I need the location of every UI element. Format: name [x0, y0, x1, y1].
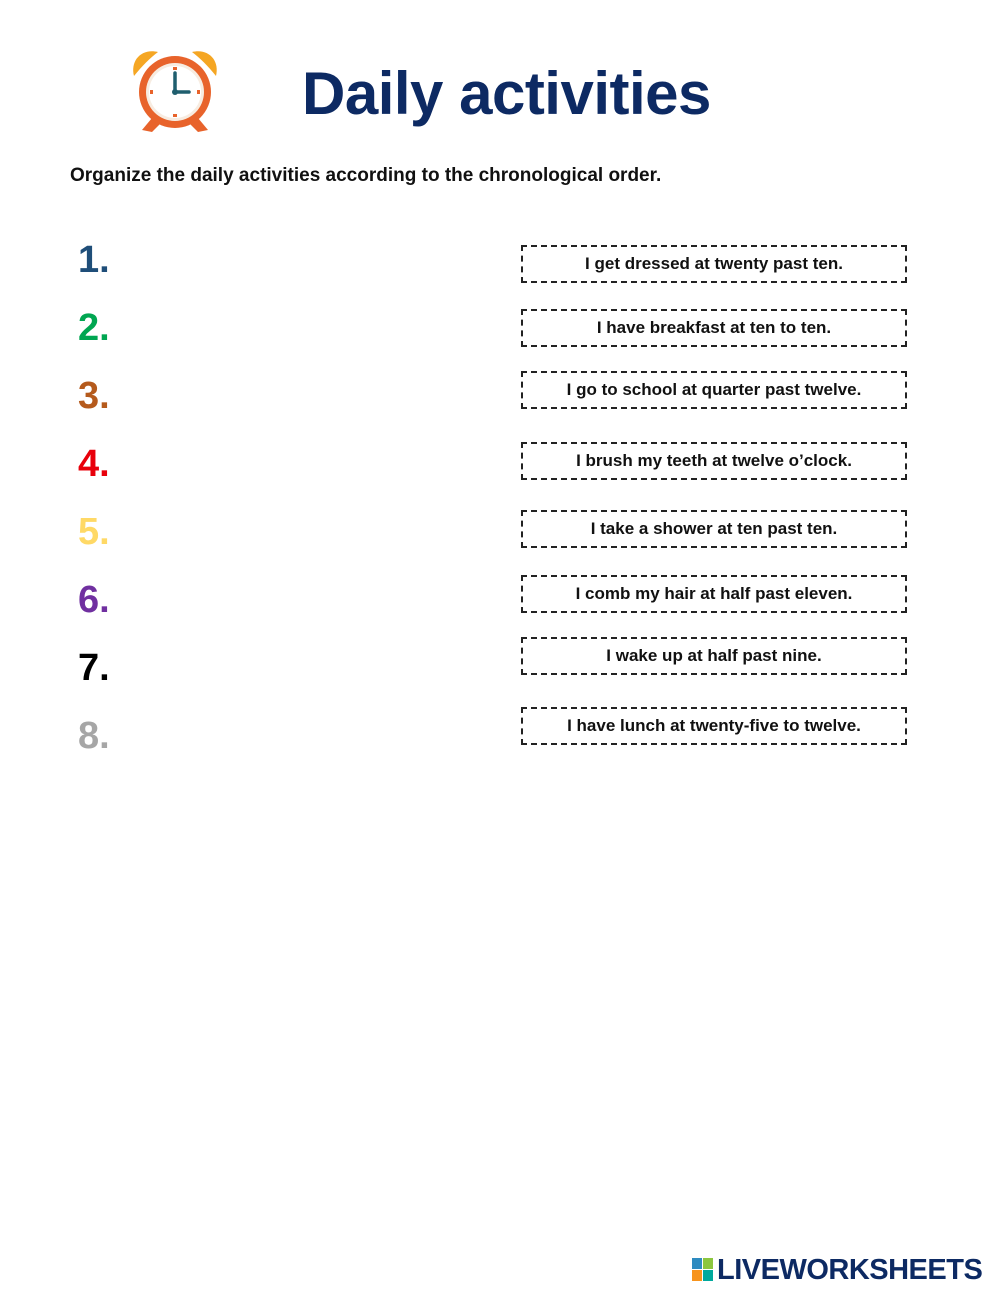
answer-number-8: 8.: [78, 715, 110, 757]
activity-card-6[interactable]: I comb my hair at half past eleven.: [521, 575, 907, 613]
activity-card-4[interactable]: I brush my teeth at twelve o’clock.: [521, 442, 907, 480]
liveworksheets-logo-icon: [692, 1258, 714, 1282]
liveworksheets-logo: [692, 1254, 982, 1286]
activity-card-2[interactable]: I have breakfast at ten to ten.: [521, 309, 907, 347]
answer-number-5: 5.: [78, 511, 110, 553]
activity-card-5[interactable]: I take a shower at ten past ten.: [521, 510, 907, 548]
answer-number-3: 3.: [78, 375, 110, 417]
activity-card-8[interactable]: I have lunch at twenty-five to twelve.: [521, 707, 907, 745]
answer-number-2: 2.: [78, 307, 110, 349]
page-title: Daily activities: [302, 60, 711, 127]
activity-card-3[interactable]: I go to school at quarter past twelve.: [521, 371, 907, 409]
answer-number-1: 1.: [78, 239, 110, 281]
alarm-clock-icon: [128, 46, 222, 136]
answer-number-4: 4.: [78, 443, 110, 485]
answer-number-7: 7.: [78, 647, 110, 689]
answer-number-6: 6.: [78, 579, 110, 621]
activity-card-1[interactable]: I get dressed at twenty past ten.: [521, 245, 907, 283]
instruction-text: Organize the daily activities according to the chronological order.: [70, 165, 662, 186]
activity-card-7[interactable]: I wake up at half past nine.: [521, 637, 907, 675]
brand-name: LIVEWORKSHEETS: [717, 1254, 983, 1286]
